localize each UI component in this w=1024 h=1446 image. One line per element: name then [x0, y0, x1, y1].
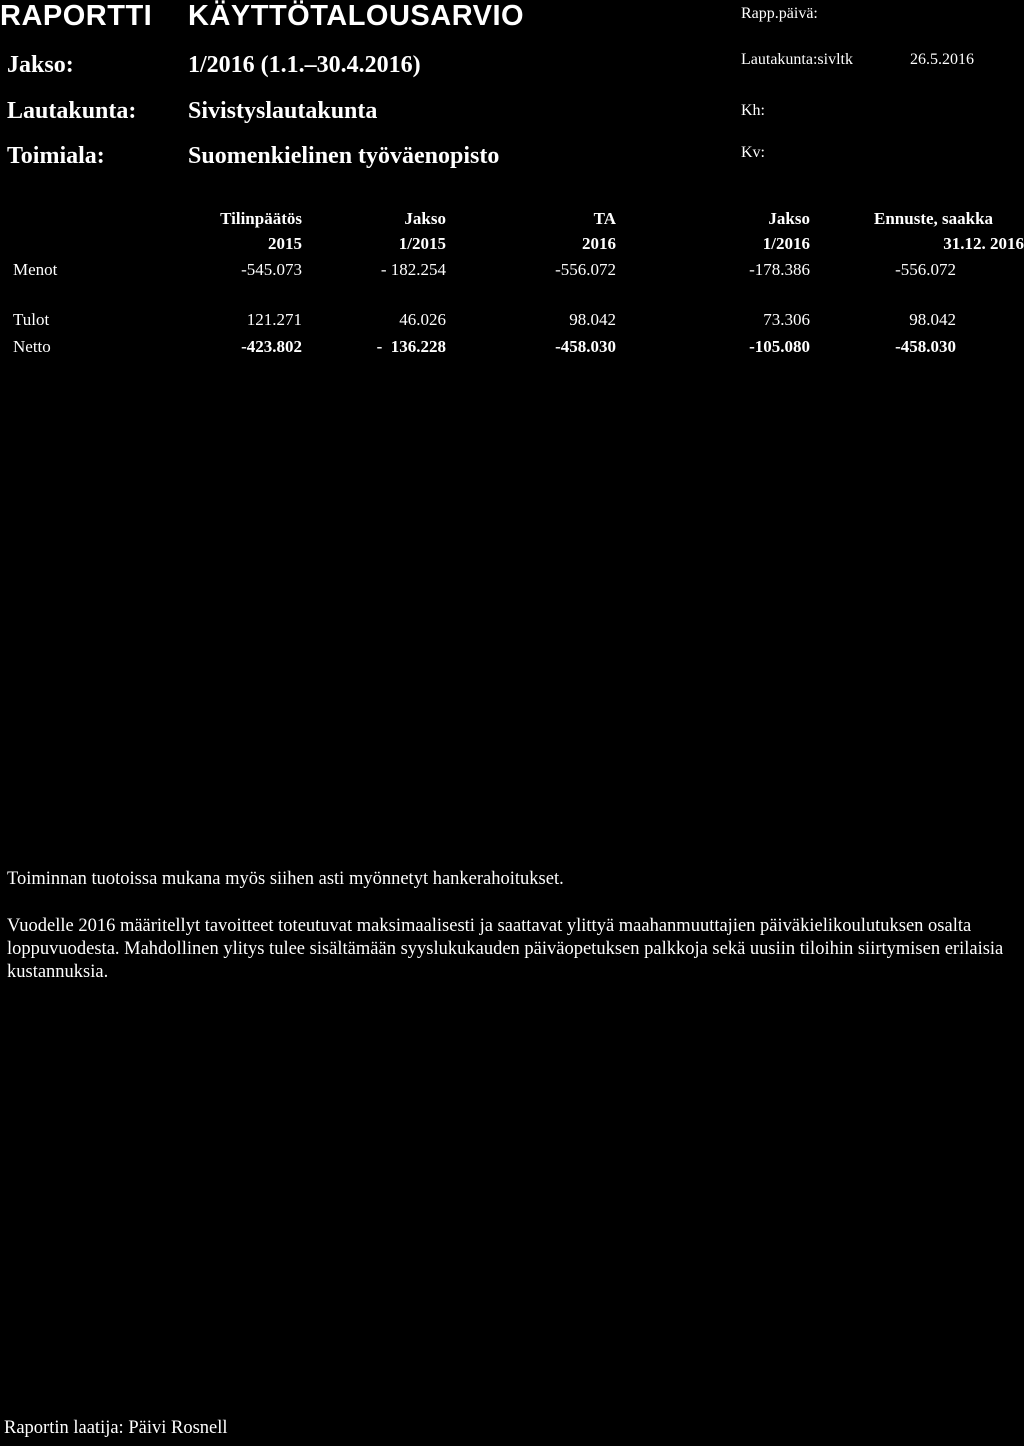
period-label: Jakso: [7, 52, 74, 78]
table-cell: -545.073 [241, 260, 302, 279]
col-header-tilinpaatos-year: 2015 [268, 234, 302, 253]
col-header-ta: TA [593, 209, 616, 228]
table-cell: 98.042 [569, 310, 616, 329]
board-value: Sivistyslautakunta [188, 98, 378, 124]
table-cell: -178.386 [749, 260, 810, 279]
board-meeting-date: 26.5.2016 [910, 51, 974, 68]
table-cell: -458.030 [895, 337, 956, 356]
table-cell: -458.030 [555, 337, 616, 356]
report-date-label: Rapp.päivä: [741, 5, 818, 22]
col-header-forecast: Ennuste, saakka [874, 209, 994, 228]
table-cell: - 182.254 [380, 260, 446, 279]
table-cell: -556.072 [555, 260, 616, 279]
report-label: RAPORTTI [0, 0, 153, 32]
col-header-forecast-date: 31.12. 2016 [943, 234, 1024, 253]
col-header-jakso-2016: Jakso [768, 209, 810, 228]
period-value: 1/2016 (1.1.–30.4.2016) [188, 52, 421, 78]
report-author: Raportin laatija: Päivi Rosnell [4, 1418, 228, 1438]
table-cell: 121.271 [246, 310, 302, 329]
table-cell: -105.080 [749, 337, 810, 356]
table-cell: - 136.228 [376, 337, 446, 356]
division-value: Suomenkielinen työväenopisto [188, 143, 500, 169]
note-paragraph-targets: Vuodelle 2016 määritellyt tavoitteet toteutuvat maksimaalisesti ja saattavat ylittyä maahanmuuttajien päiväkielikoulutuksen osalta loppuvuodesta. Mahdollinen ylitys tulee sisältämään syyslukukauden päiväopetuksen palkkoja sekä uusiin tiloihin siirtymisen erilaisia kustannuksia. [7, 916, 1004, 982]
table-cell: 98.042 [909, 310, 956, 329]
col-header-jakso-2015-period: 1/2015 [398, 234, 446, 253]
row-label-netto: Netto [13, 337, 51, 356]
report-title: KÄYTTÖTALOUSARVIO [188, 0, 525, 32]
table-cell: -423.802 [241, 337, 302, 356]
table-cell: 73.306 [763, 310, 810, 329]
col-header-ta-year: 2016 [582, 234, 616, 253]
col-header-jakso-2015: Jakso [404, 209, 446, 228]
kh-label: Kh: [741, 102, 765, 119]
row-label-tulot: Tulot [13, 310, 50, 329]
table-cell: 46.026 [399, 310, 446, 329]
division-label: Toimiala: [7, 143, 105, 169]
table-cell: -556.072 [895, 260, 956, 279]
col-header-tilinpaatos: Tilinpäätös [220, 209, 302, 228]
col-header-jakso-2016-period: 1/2016 [762, 234, 810, 253]
row-label-menot: Menot [13, 260, 58, 279]
note-paragraph-funding: Toiminnan tuotoissa mukana myös siihen asti myönnetyt hankerahoitukset. [7, 869, 564, 889]
board-meeting-label: Lautakunta:sivltk [741, 51, 853, 68]
board-label: Lautakunta: [7, 98, 137, 124]
kv-label: Kv: [741, 144, 765, 161]
